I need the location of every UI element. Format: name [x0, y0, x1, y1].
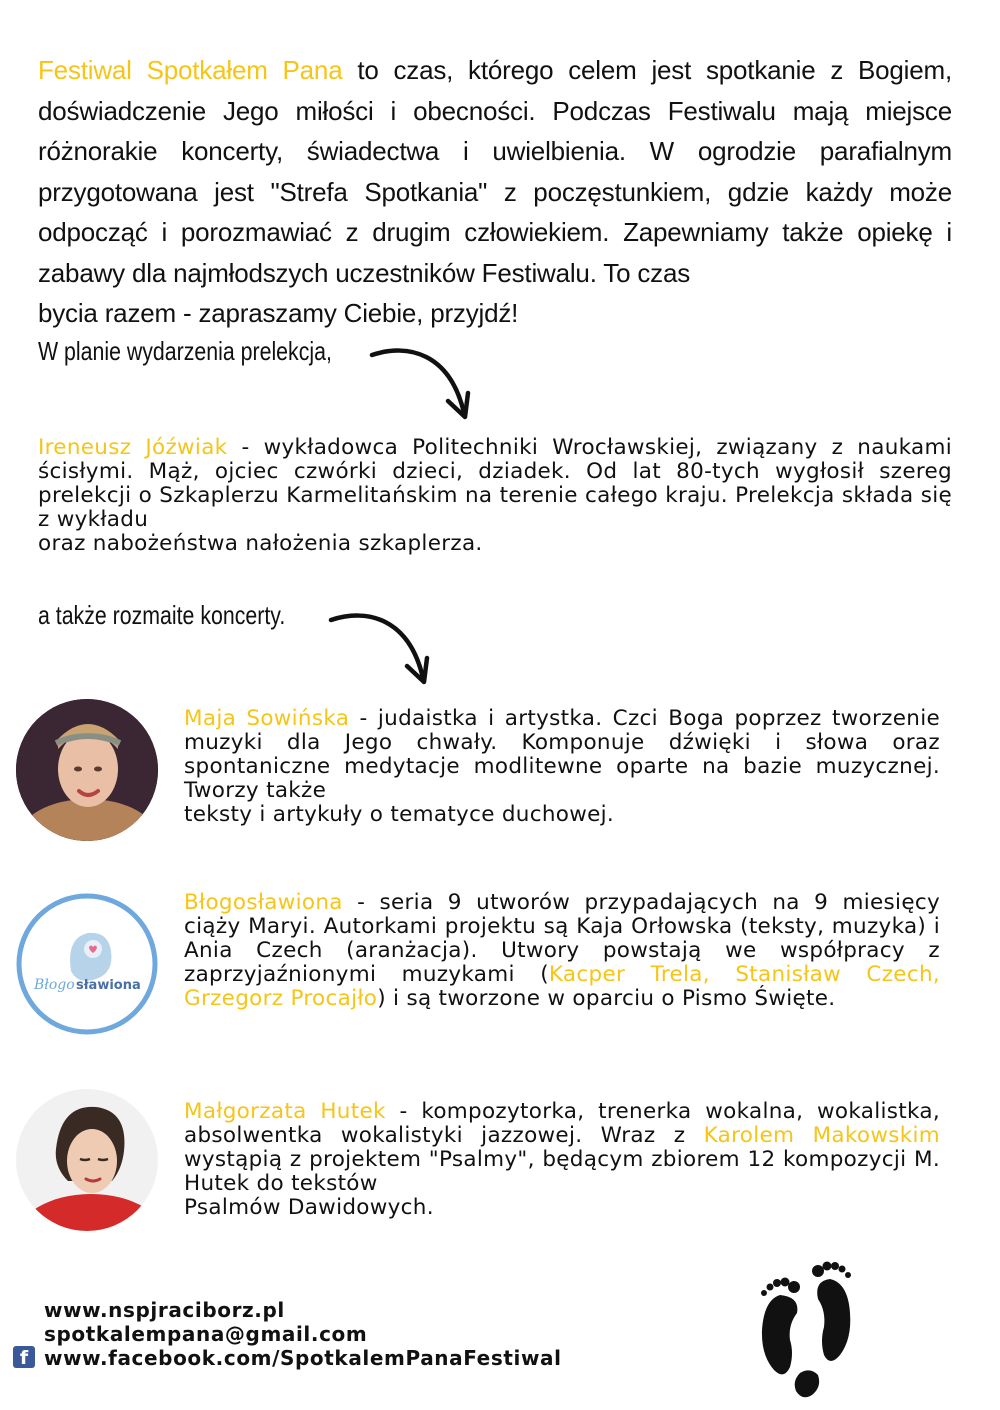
avatar-malgorzata-hutek — [16, 1089, 158, 1231]
website-link[interactable]: www.nspjraciborz.pl — [44, 1298, 285, 1322]
festival-name: Festiwal Spotkałem Pana — [38, 55, 343, 85]
arrow-icon — [327, 610, 437, 690]
facebook-link[interactable]: www.facebook.com/SpotkalemPanaFestiwal — [44, 1346, 562, 1370]
partner-name: Karolem Makowskim — [703, 1123, 940, 1148]
performer-paragraph-maja — [184, 707, 940, 827]
email-link[interactable]: spotkalempana@gmail.com — [44, 1322, 368, 1346]
musicians-names: Kacper Trela, Stanisław Czech, Grzegorz Procajło — [184, 962, 941, 1011]
lecture-last-line: oraz nabożeństwa nałożenia szkaplerza. — [38, 531, 483, 556]
lecture-paragraph — [38, 436, 952, 556]
facebook-icon[interactable]: f — [13, 1346, 35, 1368]
performer-text: - judaistka i artystka. Czci Boga poprzez tworzenie muzyki dla Jego chwały. Komponuje dźwięki i słowa oraz spontaniczne medytacje modlitewne oparte na bazie muzycznej. Tworzy także — [184, 706, 940, 803]
performer-paragraph-blogoslawiona — [184, 891, 940, 1011]
performer-last-line: teksty i artykuły o tematyce duchowej. — [184, 802, 615, 827]
performer-last-line: Psalmów Dawidowych. — [184, 1195, 434, 1220]
lecture-text: - wykładowca Politechniki Wrocławskiej, związany z naukami ścisłymi. Mąż, ojciec czwórki dzieci, dziadek. Od lat 80-tych wygłosił szereg prelekcji o Szkaplerzu Karmelitańskim na terenie całego kraju. Prelekcja składa się z wykładu — [38, 435, 952, 532]
footer-contacts — [44, 1298, 562, 1370]
performer-name: Maja Sowińska — [184, 706, 350, 731]
lecturer-name: Ireneusz Jóźwiak — [38, 435, 228, 460]
concerts-lead: a także rozmaite koncerty. — [38, 600, 286, 630]
arrow-icon — [368, 345, 478, 425]
performer-text-end: ) i są tworzone w oparciu o Pismo Święte. — [377, 986, 836, 1011]
performer-paragraph-hutek — [184, 1100, 940, 1220]
intro-text: to czas, którego celem jest spotkanie z Bogiem, doświadczenie Jego miłości i obecności. Podczas Festiwalu mają miejsce różnorakie koncerty, świadectwa i uwielbienia. W ogrodzie parafialnym przygotowana jest "Strefa Spotkania" z poczęstunkiem, gdzie każdy może odpocząć i porozmawiać z drugim człowiekiem. Zapewniamy także opiekę i zabawy dla najmłodszych uczestników Festiwalu. To czas — [38, 55, 953, 288]
intro-last-line: bycia razem - zapraszamy Ciebie, przyjdź! — [38, 298, 519, 328]
intro-paragraph — [38, 50, 952, 334]
performer-name: Błogosławiona — [184, 890, 343, 915]
svg-text:Błogo: Błogo — [34, 977, 75, 993]
lecture-lead: W planie wydarzenia prelekcja, — [38, 336, 332, 366]
performer-name: Małgorzata Hutek — [184, 1099, 386, 1124]
avatar-maja-sowinska — [16, 699, 158, 841]
logo-blogoslawiona — [16, 893, 158, 1035]
footprints-icon — [752, 1255, 872, 1405]
performer-text: - kompozytorka, trenerka wokalna, wokalistka, absolwentka wokalistyki jazzowej. Wraz z — [184, 1099, 940, 1148]
performer-text-end: wystąpią z projektem "Psalmy", będącym zbiorem 12 kompozycji M. Hutek do tekstów — [184, 1147, 940, 1196]
svg-text:sławiona: sławiona — [76, 978, 141, 993]
performer-text: - seria 9 utworów przypadających na 9 miesięcy ciąży Maryi. Autorkami projektu są Kaja Orłowska (teksty, muzyka) i Ania Czech (aranżacja). Utwory powstają we współpracy z zaprzyjaźnionymi muzykami ( — [184, 890, 940, 987]
